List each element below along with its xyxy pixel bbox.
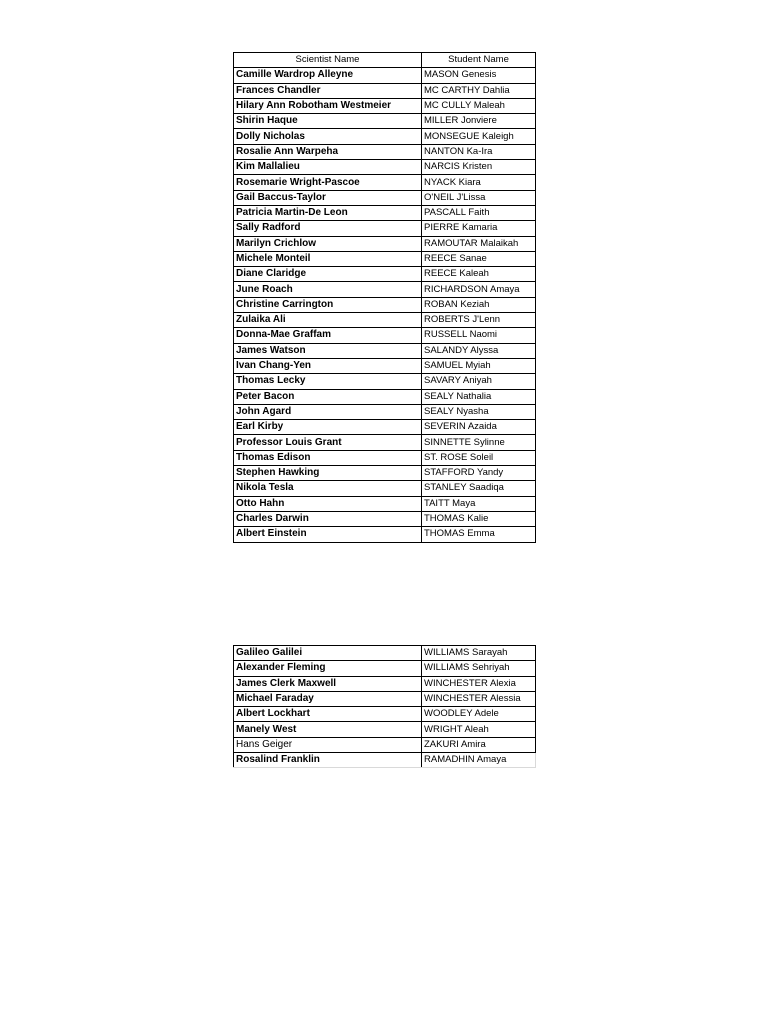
- student-name-cell: STANLEY Saadiqa: [422, 481, 536, 496]
- scientist-name-cell: Diane Claridge: [234, 267, 422, 282]
- student-name-cell: MILLER Jonviere: [422, 114, 536, 129]
- scientist-student-table-continued: [233, 645, 536, 768]
- table-row: [234, 190, 536, 205]
- scientist-name-cell: Michael Faraday: [234, 691, 422, 706]
- scientist-name-cell: Peter Bacon: [234, 389, 422, 404]
- table-row: [234, 661, 536, 676]
- scientist-name-cell: Sally Radford: [234, 221, 422, 236]
- scientist-name-cell: Gail Baccus-Taylor: [234, 190, 422, 205]
- scientist-name-cell: Ivan Chang-Yen: [234, 358, 422, 373]
- table-row: [234, 707, 536, 722]
- student-name-cell: ROBERTS J'Lenn: [422, 313, 536, 328]
- scientist-name-cell: Alexander Fleming: [234, 661, 422, 676]
- table-row: [234, 691, 536, 706]
- student-name-cell: NANTON Ka-Ira: [422, 144, 536, 159]
- student-name-cell: THOMAS Kalie: [422, 511, 536, 526]
- student-name-cell: MONSEGUE Kaleigh: [422, 129, 536, 144]
- scientist-name-cell: Patricia Martin-De Leon: [234, 205, 422, 220]
- scientist-name-cell: Thomas Edison: [234, 450, 422, 465]
- student-name-cell: NYACK Kiara: [422, 175, 536, 190]
- header-scientist-name: Scientist Name: [234, 53, 422, 68]
- table-row: [234, 83, 536, 98]
- scientist-name-cell: Thomas Lecky: [234, 374, 422, 389]
- scientist-name-cell: Charles Darwin: [234, 511, 422, 526]
- student-name-cell: WILLIAMS Sarayah: [422, 646, 536, 661]
- student-name-cell: RICHARDSON Amaya: [422, 282, 536, 297]
- scientist-name-cell: James Clerk Maxwell: [234, 676, 422, 691]
- table-row: [234, 343, 536, 358]
- table-row: [234, 435, 536, 450]
- table-row: [234, 267, 536, 282]
- table-row: [234, 753, 536, 768]
- table-row: [234, 221, 536, 236]
- scientist-name-cell: Marilyn Crichlow: [234, 236, 422, 251]
- table-row: [234, 313, 536, 328]
- table-row: [234, 98, 536, 113]
- table-row: [234, 722, 536, 737]
- scientist-name-cell: Rosalie Ann Warpeha: [234, 144, 422, 159]
- table-row: [234, 466, 536, 481]
- table-row: [234, 114, 536, 129]
- table-row: [234, 496, 536, 511]
- student-name-cell: SALANDY Alyssa: [422, 343, 536, 358]
- student-name-cell: WRIGHT Aleah: [422, 722, 536, 737]
- student-name-cell: TAITT Maya: [422, 496, 536, 511]
- table-row: [234, 328, 536, 343]
- table-row: [234, 420, 536, 435]
- student-name-cell: SEALY Nyasha: [422, 404, 536, 419]
- student-name-cell: RAMOUTAR Malaikah: [422, 236, 536, 251]
- scientist-name-cell: Hans Geiger: [234, 737, 422, 752]
- student-name-cell: PASCALL Faith: [422, 205, 536, 220]
- student-name-cell: SINNETTE Sylinne: [422, 435, 536, 450]
- scientist-student-table-main: [233, 52, 536, 543]
- table-row: [234, 404, 536, 419]
- scientist-name-cell: Hilary Ann Robotham Westmeier: [234, 98, 422, 113]
- table-row: [234, 129, 536, 144]
- student-name-cell: REECE Kaleah: [422, 267, 536, 282]
- table-row: [234, 481, 536, 496]
- scientist-name-cell: Professor Louis Grant: [234, 435, 422, 450]
- student-name-cell: SAMUEL Myiah: [422, 358, 536, 373]
- student-name-cell: RUSSELL Naomi: [422, 328, 536, 343]
- student-name-cell: THOMAS Emma: [422, 527, 536, 542]
- scientist-name-cell: Earl Kirby: [234, 420, 422, 435]
- table-row: [234, 160, 536, 175]
- scientist-name-cell: Galileo Galilei: [234, 646, 422, 661]
- scientist-name-cell: Frances Chandler: [234, 83, 422, 98]
- table-row: [234, 282, 536, 297]
- table-row: [234, 450, 536, 465]
- student-name-cell: MASON Genesis: [422, 68, 536, 83]
- table-header-row: [234, 53, 536, 68]
- table-row: [234, 389, 536, 404]
- table-row: [234, 511, 536, 526]
- scientist-name-cell: Albert Einstein: [234, 527, 422, 542]
- scientist-name-cell: Rosemarie Wright-Pascoe: [234, 175, 422, 190]
- table-row: [234, 374, 536, 389]
- table-row: [234, 68, 536, 83]
- student-name-cell: O'NEIL J'Lissa: [422, 190, 536, 205]
- scientist-name-cell: James Watson: [234, 343, 422, 358]
- scientist-name-cell: Otto Hahn: [234, 496, 422, 511]
- student-name-cell: NARCIS Kristen: [422, 160, 536, 175]
- student-name-cell: WOODLEY Adele: [422, 707, 536, 722]
- scientist-name-cell: John Agard: [234, 404, 422, 419]
- table-row: [234, 527, 536, 542]
- scientist-name-cell: Camille Wardrop Alleyne: [234, 68, 422, 83]
- student-name-cell: WINCHESTER Alessia: [422, 691, 536, 706]
- student-name-cell: RAMADHIN Amaya: [422, 753, 536, 768]
- student-name-cell: ST. ROSE Soleil: [422, 450, 536, 465]
- scientist-name-cell: Shirin Haque: [234, 114, 422, 129]
- scientist-name-cell: Nikola Tesla: [234, 481, 422, 496]
- student-name-cell: WILLIAMS Sehriyah: [422, 661, 536, 676]
- scientist-name-cell: Michele Monteil: [234, 251, 422, 266]
- student-name-cell: PIERRE Kamaria: [422, 221, 536, 236]
- student-name-cell: SEALY Nathalia: [422, 389, 536, 404]
- student-name-cell: MC CULLY Maleah: [422, 98, 536, 113]
- scientist-name-cell: Rosalind Franklin: [234, 753, 422, 768]
- scientist-name-cell: Albert Lockhart: [234, 707, 422, 722]
- student-name-cell: MC CARTHY Dahlia: [422, 83, 536, 98]
- table-row: [234, 297, 536, 312]
- student-name-cell: SAVARY Aniyah: [422, 374, 536, 389]
- table-row: [234, 236, 536, 251]
- table-row: [234, 358, 536, 373]
- scientist-name-cell: Stephen Hawking: [234, 466, 422, 481]
- scientist-name-cell: June Roach: [234, 282, 422, 297]
- scientist-name-cell: Donna-Mae Graffam: [234, 328, 422, 343]
- scientist-name-cell: Dolly Nicholas: [234, 129, 422, 144]
- scientist-name-cell: Manely West: [234, 722, 422, 737]
- student-name-cell: SEVERIN Azaida: [422, 420, 536, 435]
- student-name-cell: ZAKURI Amira: [422, 737, 536, 752]
- table-row: [234, 676, 536, 691]
- student-name-cell: STAFFORD Yandy: [422, 466, 536, 481]
- student-name-cell: WINCHESTER Alexia: [422, 676, 536, 691]
- header-student-name: Student Name: [422, 53, 536, 68]
- scientist-name-cell: Kim Mallalieu: [234, 160, 422, 175]
- table-row: [234, 205, 536, 220]
- scientist-name-cell: Christine Carrington: [234, 297, 422, 312]
- table-row: [234, 251, 536, 266]
- table-row: [234, 175, 536, 190]
- student-name-cell: ROBAN Keziah: [422, 297, 536, 312]
- student-name-cell: REECE Sanae: [422, 251, 536, 266]
- scientist-name-cell: Zulaika Ali: [234, 313, 422, 328]
- table-row: [234, 646, 536, 661]
- table-row: [234, 737, 536, 752]
- table-row: [234, 144, 536, 159]
